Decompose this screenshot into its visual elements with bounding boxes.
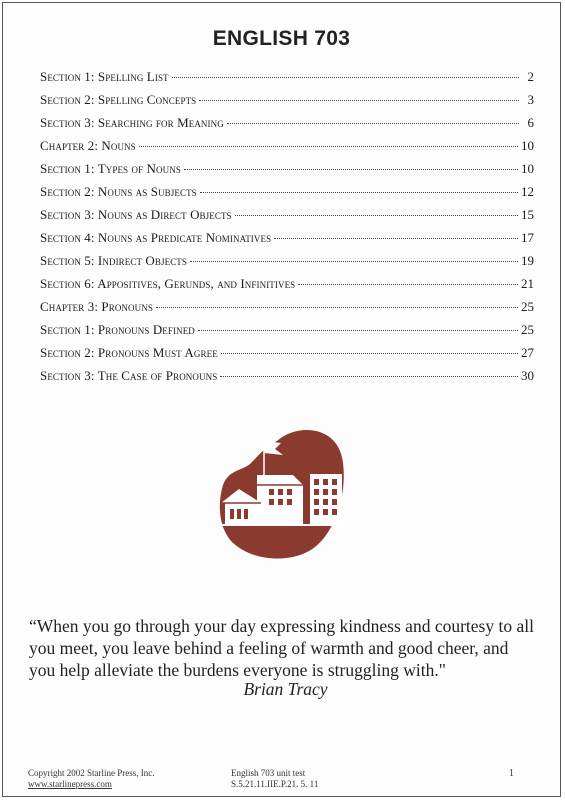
- toc-entry-page: 15: [521, 207, 534, 222]
- toc-entry-label: Section 1: Spelling List: [40, 69, 169, 84]
- toc-entry-label: Section 2: Pronouns Must Agree: [40, 345, 218, 360]
- toc-entry-label: Section 2: Nouns as Subjects: [40, 184, 197, 199]
- website-link[interactable]: www.starlinepress.com: [28, 779, 112, 789]
- toc-entry: [40, 322, 534, 345]
- toc-entry: [40, 230, 534, 253]
- test-name: English 703 unit test: [231, 768, 306, 778]
- toc-entry-page: 27: [521, 345, 534, 360]
- toc-entry-label: Chapter 3: Pronouns: [40, 299, 153, 314]
- toc-entry: [40, 92, 534, 115]
- toc-entry-page: 25: [521, 299, 534, 314]
- document-page: [2, 2, 561, 797]
- toc-entry: [40, 115, 534, 138]
- toc-entry: [40, 207, 534, 230]
- toc-entry: [40, 138, 534, 161]
- footer-copyright-block: [28, 768, 155, 790]
- toc-leader-dots: [139, 146, 518, 147]
- toc-leader-dots: [184, 169, 518, 170]
- table-of-contents: [40, 69, 534, 391]
- toc-entry-label: Section 6: Appositives, Gerunds, and Infinitives: [40, 276, 296, 291]
- toc-entry-label: Section 3: The Case of Pronouns: [40, 368, 218, 383]
- toc-leader-dots: [190, 261, 518, 262]
- toc-entry: [40, 69, 534, 92]
- toc-entry-page: 19: [521, 253, 534, 268]
- toc-leader-dots: [221, 353, 518, 354]
- toc-entry-label: Section 1: Pronouns Defined: [40, 322, 195, 337]
- toc-entry-label: Section 1: Types of Nouns: [40, 161, 181, 176]
- toc-entry-label: Section 5: Indirect Objects: [40, 253, 188, 268]
- toc-entry-page: 10: [521, 138, 534, 153]
- copyright-text: Copyright 2002 Starline Press, Inc.: [28, 768, 155, 778]
- toc-entry: [40, 345, 534, 368]
- toc-entry-page: 30: [521, 368, 534, 383]
- toc-entry: [40, 299, 534, 322]
- toc-entry-page: 25: [521, 322, 534, 337]
- toc-entry: [40, 184, 534, 207]
- toc-entry: [40, 368, 534, 391]
- toc-entry-label: Chapter 2: Nouns: [40, 138, 136, 153]
- toc-leader-dots: [298, 284, 518, 285]
- toc-leader-dots: [172, 77, 519, 78]
- toc-entry-label: Section 4: Nouns as Predicate Nominatives: [40, 230, 272, 245]
- toc-entry-page: 17: [521, 230, 534, 245]
- toc-leader-dots: [235, 215, 518, 216]
- test-code: S.5.21.11.IIE.P.21. 5. 11: [231, 779, 319, 789]
- toc-entry-page: 3: [527, 92, 534, 107]
- page-title: ENGLISH 703: [212, 27, 351, 50]
- quote-author: Brian Tracy: [243, 679, 328, 699]
- toc-entry-label: Section 2: Spelling Concepts: [40, 92, 197, 107]
- toc-leader-dots: [199, 100, 519, 101]
- toc-entry-page: 10: [521, 161, 534, 176]
- footer-test-block: [231, 768, 318, 790]
- toc-leader-dots: [274, 238, 518, 239]
- toc-entry-label: Section 3: Searching for Meaning: [40, 115, 224, 130]
- inspirational-quote: “When you go through your day expressing kindness and courtesy to all you meet, you leave behind a feeling of warmth and good cheer, and you help alleviate the burdens everyone is struggling with.": [29, 616, 534, 680]
- toc-entry-page: 21: [521, 276, 534, 291]
- toc-entry-page: 2: [527, 69, 534, 84]
- school-building-icon: [217, 423, 349, 563]
- toc-leader-dots: [227, 123, 519, 124]
- toc-leader-dots: [156, 307, 518, 308]
- toc-entry: [40, 253, 534, 276]
- toc-leader-dots: [198, 330, 518, 331]
- page-number: 1: [509, 768, 514, 779]
- toc-entry-label: Section 3: Nouns as Direct Objects: [40, 207, 232, 222]
- toc-leader-dots: [200, 192, 518, 193]
- toc-leader-dots: [220, 376, 518, 377]
- toc-entry: [40, 276, 534, 299]
- toc-entry-page: 12: [521, 184, 534, 199]
- toc-entry-page: 6: [527, 115, 534, 130]
- toc-entry: [40, 161, 534, 184]
